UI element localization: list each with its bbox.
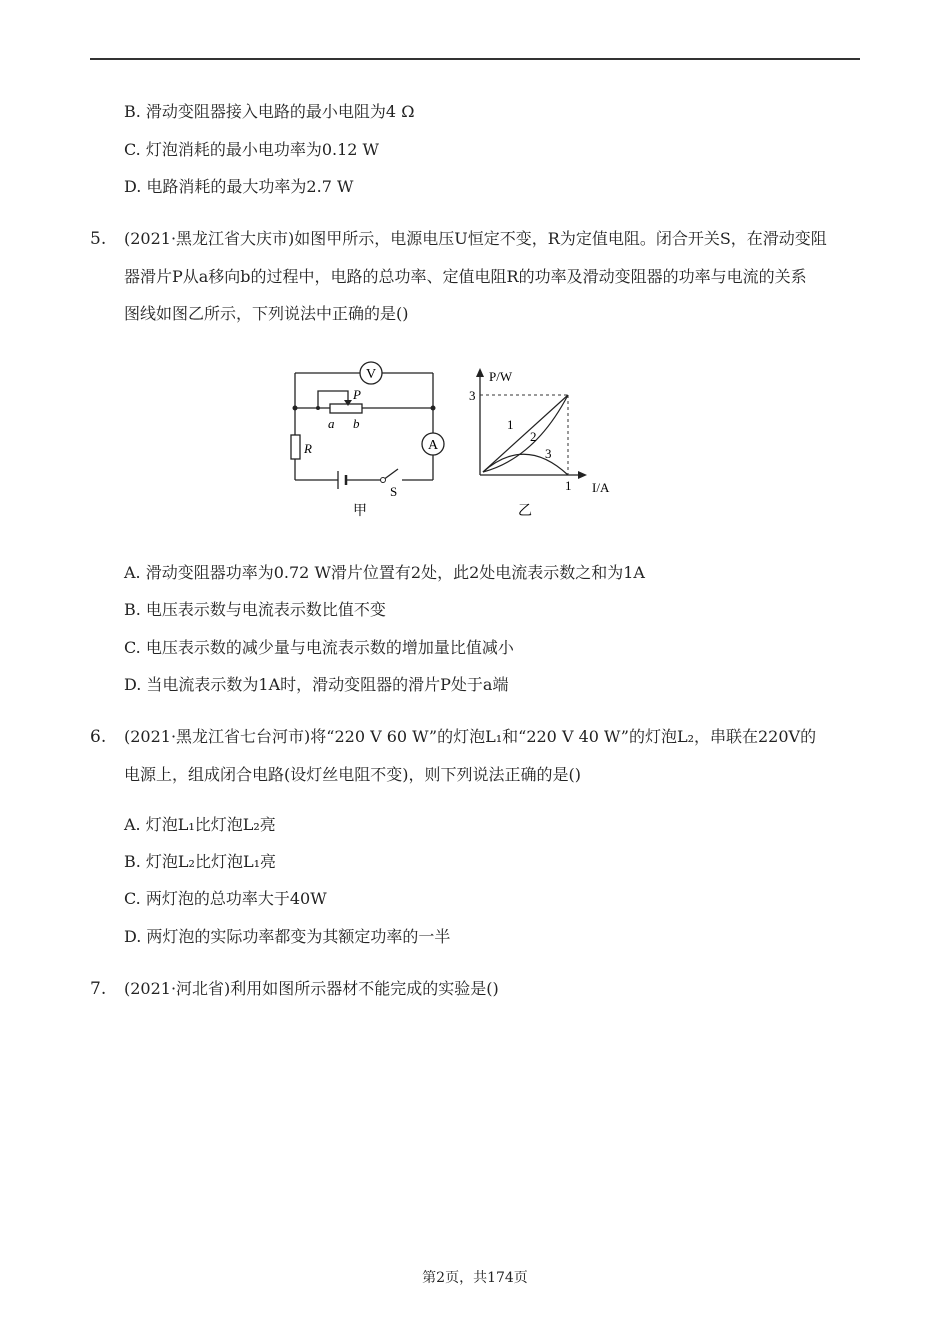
q4-option-d: D. 电路消耗的最大功率为2.7 W bbox=[124, 177, 354, 196]
graph-y-arrow bbox=[476, 368, 484, 377]
q5-stem-line-3: 图线如图乙所示，下列说法中正确的是() bbox=[124, 304, 409, 323]
q6-stem-line-2: 电源上，组成闭合电路(设灯丝电阻不变)，则下列说法正确的是() bbox=[124, 765, 581, 784]
graph-y-tick: 3 bbox=[469, 388, 476, 403]
figure-caption-yi: 乙 bbox=[518, 504, 532, 519]
slider-label: P bbox=[353, 387, 361, 402]
figure-caption-jia: 甲 bbox=[353, 504, 367, 519]
q6-option-a: A. 灯泡L₁比灯泡L₂亮 bbox=[124, 815, 276, 834]
curve-2-label: 2 bbox=[530, 429, 537, 444]
switch-label: S bbox=[390, 484, 398, 499]
voltmeter-label: V bbox=[365, 367, 377, 382]
curve-1-label: 1 bbox=[507, 417, 514, 432]
q6-option-b: B. 灯泡L₂比灯泡L₁亮 bbox=[124, 852, 277, 871]
q6-stem-line-1: (2021·黑龙江省七台河市)将“220 V 60 W”的灯泡L₁和“220 V 40 W”的灯泡L₂，串联在220V的 bbox=[124, 727, 817, 746]
curve-1-total-power bbox=[483, 395, 568, 472]
q4-option-b: B. 滑动变阻器接入电路的最小电阻为4 Ω bbox=[124, 102, 415, 121]
q5-stem-line-2: 器滑片P从a移向b的过程中，电路的总功率、定值电阻R的功率及滑动变阻器的功率与电流的关系 bbox=[124, 267, 807, 286]
q7-number: 7. bbox=[90, 979, 107, 999]
q5-number: 5. bbox=[90, 229, 107, 249]
switch-contact bbox=[381, 478, 386, 483]
q6-number: 6. bbox=[90, 727, 107, 747]
ammeter-label: A bbox=[427, 438, 439, 453]
q5-option-b: B. 电压表示数与电流表示数比值不变 bbox=[124, 600, 386, 619]
q6-option-c: C. 两灯泡的总功率大于40W bbox=[124, 889, 327, 908]
circuit-diagram bbox=[291, 373, 433, 480]
q5-option-c: C. 电压表示数的减少量与电流表示数的增加量比值减小 bbox=[124, 638, 514, 657]
q5-option-d: D. 当电流表示数为1A时，滑动变阻器的滑片P处于a端 bbox=[124, 675, 509, 694]
power-current-graph bbox=[469, 368, 610, 519]
curve-3-label: 3 bbox=[545, 446, 552, 461]
q7-stem-line-1: (2021·河北省)利用如图所示器材不能完成的实验是() bbox=[124, 979, 499, 998]
q4-option-c: C. 灯泡消耗的最小电功率为0.12 W bbox=[124, 140, 380, 159]
graph-x-arrow bbox=[578, 471, 587, 479]
q5-stem-line-1: (2021·黑龙江省大庆市)如图甲所示，电源电压U恒定不变，R为定值电阻。闭合开关S，在滑动变阻 bbox=[124, 229, 827, 248]
graph-x-label: I/A bbox=[592, 480, 610, 495]
resistor-label: R bbox=[304, 441, 312, 456]
graph-y-label: P/W bbox=[489, 369, 513, 384]
junction-slider bbox=[316, 406, 320, 410]
curve-3-rheostat-power bbox=[483, 454, 568, 475]
graph-x-tick: 1 bbox=[565, 478, 572, 493]
end-b-label: b bbox=[353, 416, 360, 431]
junction-right bbox=[431, 406, 436, 411]
q5-figure bbox=[280, 355, 630, 530]
q5-option-a: A. 滑动变阻器功率为0.72 W滑片位置有2处，此2处电流表示数之和为1A bbox=[124, 563, 645, 582]
slider-arrowhead bbox=[344, 400, 352, 406]
q6-option-d: D. 两灯泡的实际功率都变为其额定功率的一半 bbox=[124, 927, 451, 946]
junction-left bbox=[293, 406, 298, 411]
end-a-label: a bbox=[328, 416, 335, 431]
page-footer: 第2页，共174页 bbox=[422, 1270, 528, 1286]
header-rule bbox=[90, 58, 860, 60]
